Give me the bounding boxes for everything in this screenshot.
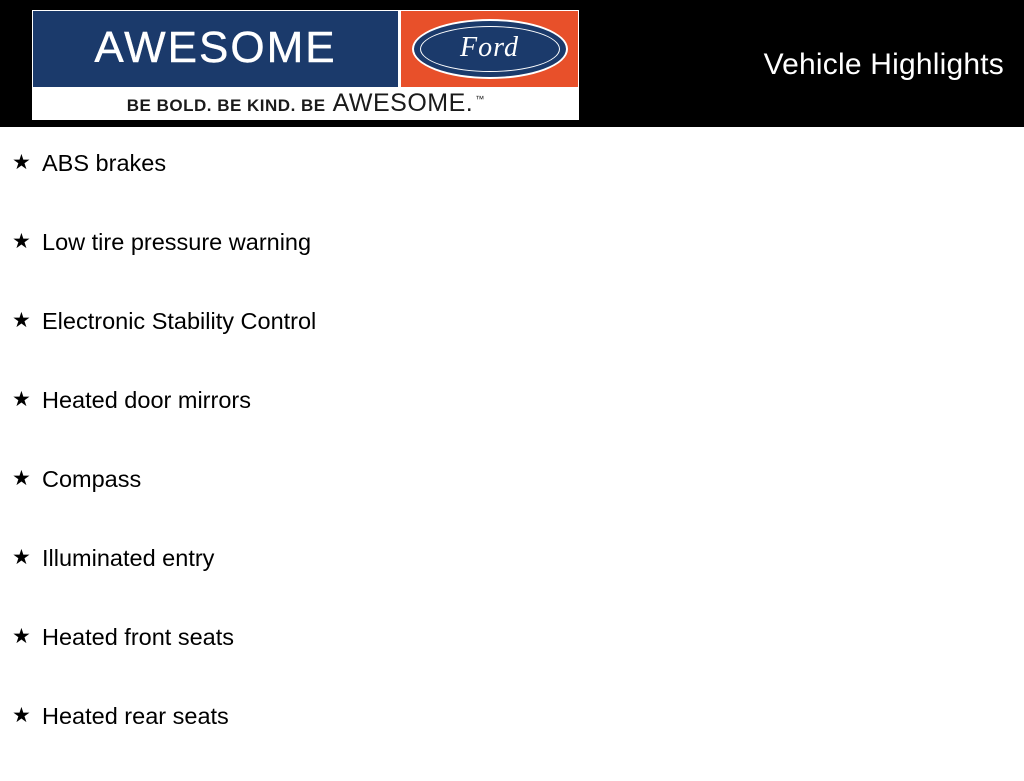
logo-top-row xyxy=(33,11,578,87)
star-icon: ★ xyxy=(12,625,31,648)
list-item xyxy=(0,228,1024,307)
list-item xyxy=(0,465,1024,544)
feature-label: Illuminated entry xyxy=(42,545,215,571)
star-icon: ★ xyxy=(12,151,31,174)
feature-label: Heated front seats xyxy=(42,624,235,650)
star-icon: ★ xyxy=(12,309,31,332)
page-title: Vehicle Highlights xyxy=(763,48,1004,81)
feature-label: Compass xyxy=(42,466,142,492)
feature-label: ABS brakes xyxy=(42,150,167,176)
logo-tagline-row xyxy=(33,87,578,119)
list-item xyxy=(0,307,1024,386)
star-icon: ★ xyxy=(12,467,31,490)
logo-awesome-panel xyxy=(33,11,401,87)
feature-label: Heated door mirrors xyxy=(42,387,251,413)
list-item xyxy=(0,623,1024,702)
logo-ford-panel xyxy=(401,11,578,87)
logo-awesome-text: AWESOME xyxy=(94,23,337,72)
feature-label: Low tire pressure warning xyxy=(42,229,312,255)
star-icon: ★ xyxy=(12,230,31,253)
star-icon: ★ xyxy=(12,388,31,411)
slide-body xyxy=(0,127,1024,781)
list-item xyxy=(0,386,1024,465)
tagline xyxy=(127,89,485,118)
dealer-logo xyxy=(32,10,579,120)
list-item xyxy=(0,544,1024,623)
ford-oval-inner xyxy=(420,26,560,72)
ford-oval-icon xyxy=(412,19,568,79)
star-icon: ★ xyxy=(12,546,31,569)
ford-wordmark: Ford xyxy=(460,31,519,63)
feature-label: Electronic Stability Control xyxy=(42,308,317,334)
star-icon: ★ xyxy=(12,704,31,727)
list-item xyxy=(0,149,1024,228)
tagline-part1: BE BOLD. BE KIND. BE xyxy=(126,95,326,115)
slide-header xyxy=(0,0,1024,127)
list-item xyxy=(0,702,1024,781)
feature-label: Heated rear seats xyxy=(42,703,229,729)
trademark-symbol: ™ xyxy=(475,93,485,104)
vehicle-highlights-list xyxy=(0,149,1024,781)
tagline-part2: AWESOME. xyxy=(332,88,474,117)
